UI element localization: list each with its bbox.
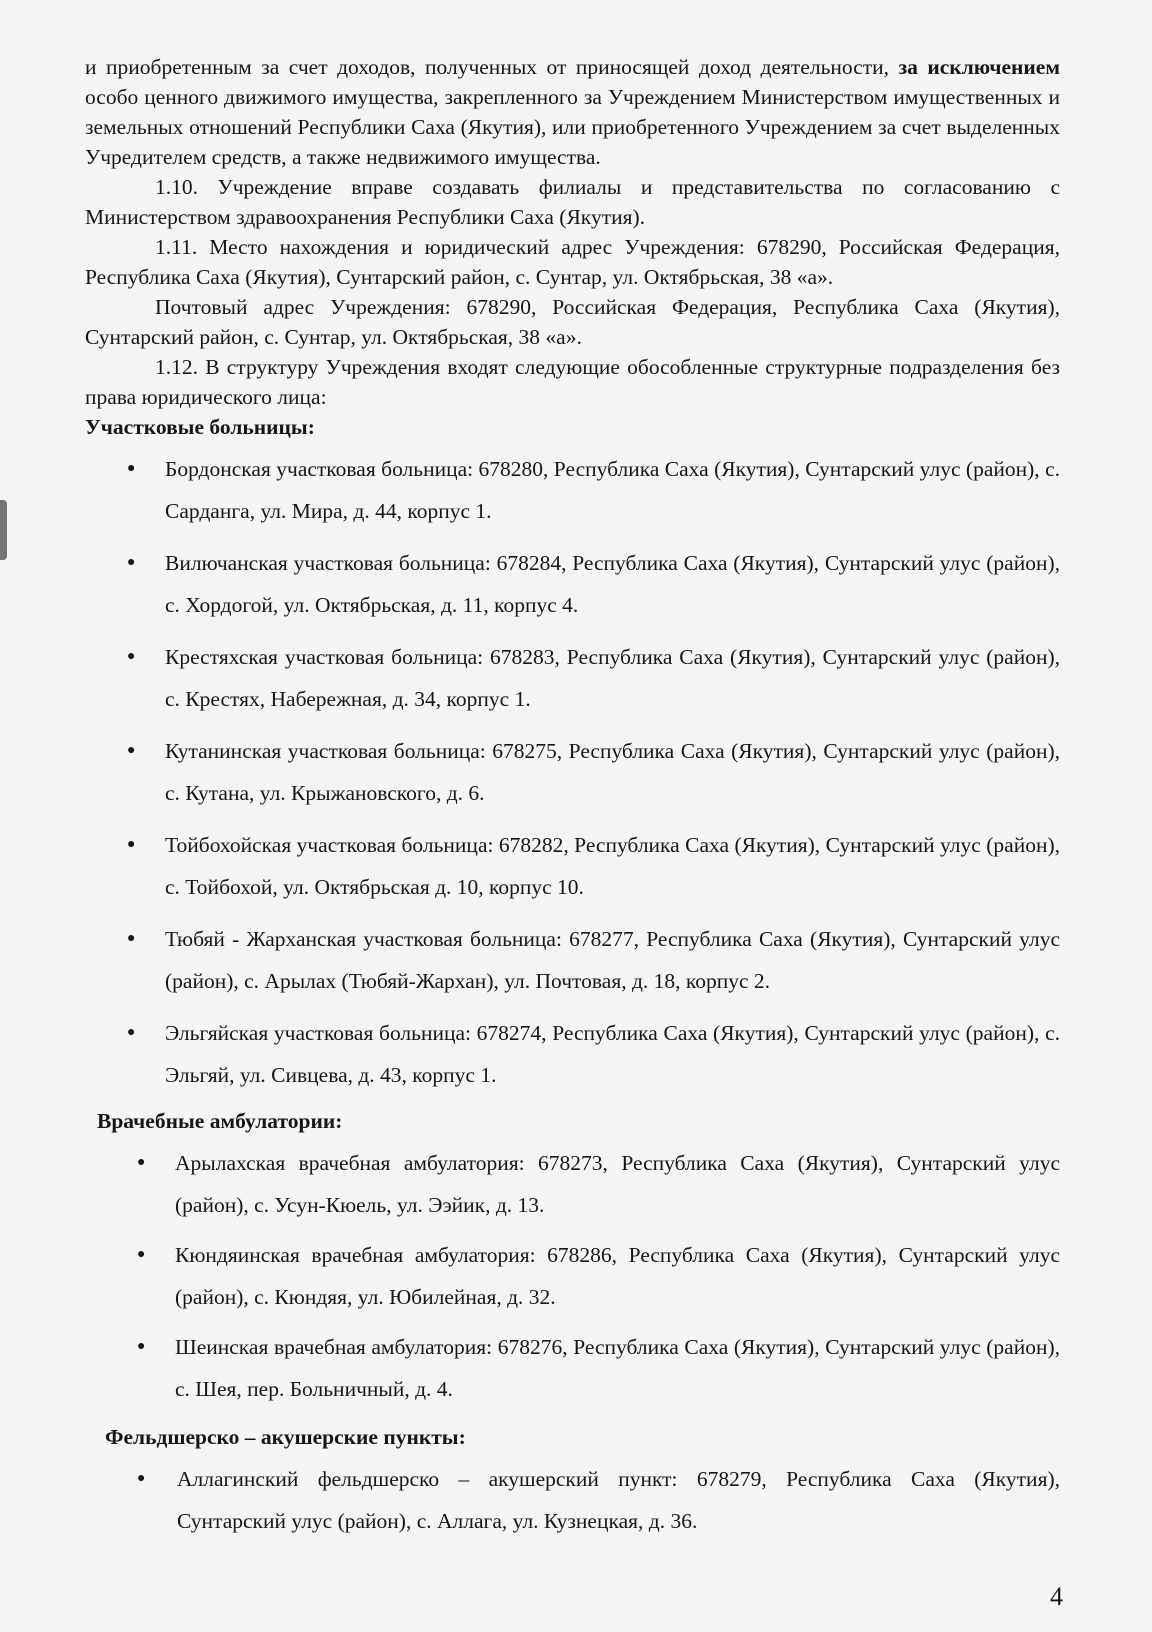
bullet-icon: ● (127, 743, 136, 758)
paragraph-text: и приобретенным за счет доходов, полученных от приносящей доход деятельности, (85, 55, 899, 79)
list-item-text: Тойбохойская участковая больница: 678282, Республика Саха (Якутия), Сунтарский улус (район), с. Тойбохой, ул. Октябрьская д. 10, корпус 10. (165, 833, 1060, 899)
paragraph-postal-address: Почтовый адрес Учреждения: 678290, Российская Федерация, Республика Саха (Якутия), Сунтарский район, с. Сунтар, ул. Октябрьская, 38 «а». (85, 295, 1060, 349)
list-item-text: Вилючанская участковая больница: 678284, Республика Саха (Якутия), Сунтарский улус (район), с. Хордогой, ул. Октябрьская, д. 11, корпус 4. (165, 551, 1060, 617)
scan-edge-mark (0, 500, 7, 560)
list-item (85, 730, 1060, 814)
bullet-icon: ● (127, 931, 136, 946)
list-item-text: Кутанинская участковая больница: 678275, Республика Саха (Якутия), Сунтарский улус (район), с. Кутана, ул. Крыжановского, д. 6. (165, 739, 1060, 805)
bullet-icon: ● (137, 1471, 146, 1486)
list-item-text: Арылахская врачебная амбулатория: 678273, Республика Саха (Якутия), Сунтарский улус (район), с. Усун-Кюель, ул. Ээйик, д. 13. (175, 1151, 1060, 1217)
bullet-icon: ● (137, 1339, 146, 1354)
list-item-text: Эльгяйская участковая больница: 678274, Республика Саха (Якутия), Сунтарский улус (район), с. Эльгяй, ул. Сивцева, д. 43, корпус 1. (165, 1021, 1060, 1087)
bullet-icon: ● (137, 1155, 146, 1170)
paragraph-text-rest: особо ценного движимого имущества, закрепленного за Учреждением Министерством имущественных и земельных отношений Республики Саха (Якутия), или приобретенного Учреждением за счет выделенных Учредителем средств, а также недвижимого имущества. (85, 85, 1060, 169)
bold-text: за исключением (898, 55, 1060, 79)
list-item (85, 1458, 1060, 1542)
section-title-fap: Фельдшерско – акушерские пункты: (105, 1425, 466, 1449)
list-item (85, 636, 1060, 720)
document-body (85, 52, 1060, 1552)
paragraph-1-10: 1.10. Учреждение вправе создавать филиалы и представительства по согласованию с Министерством здравоохранения Республики Саха (Якутия). (85, 175, 1060, 229)
bullet-icon: ● (127, 1025, 136, 1040)
list-item (85, 918, 1060, 1002)
bullet-icon: ● (127, 461, 136, 476)
hospitals-list (85, 448, 1060, 1096)
list-item-text: Аллагинский фельдшерско – акушерский пункт: 678279, Республика Саха (Якутия), Сунтарский улус (район), с. Аллага, ул. Кузнецкая, д. 36. (177, 1467, 1060, 1533)
list-item-text: Шеинская врачебная амбулатория: 678276, Республика Саха (Якутия), Сунтарский улус (район), с. Шея, пер. Больничный, д. 4. (175, 1335, 1060, 1401)
paragraph-1-12: 1.12. В структуру Учреждения входят следующие обособленные структурные подразделения без права юридического лица: (85, 355, 1060, 409)
bullet-icon: ● (137, 1247, 146, 1262)
section-title-hospitals: Участковые больницы: (85, 415, 315, 439)
list-item (85, 1012, 1060, 1096)
bullet-icon: ● (127, 555, 136, 570)
bullet-icon: ● (127, 837, 136, 852)
paragraph-1-11: 1.11. Место нахождения и юридический адрес Учреждения: 678290, Российская Федерация, Республика Саха (Якутия), Сунтарский район, с. Сунтар, ул. Октябрьская, 38 «а». (85, 235, 1060, 289)
list-item (85, 1234, 1060, 1318)
list-item (85, 448, 1060, 532)
paragraph-property (85, 52, 1060, 172)
page-number: 4 (1050, 1582, 1063, 1611)
list-item-text: Тюбяй - Жарханская участковая больница: 678277, Республика Саха (Якутия), Сунтарский улус (район), с. Арылах (Тюбяй-Жархан), ул. Почтовая, д. 18, корпус 2. (165, 927, 1060, 993)
list-item-text: Бордонская участковая больница: 678280, Республика Саха (Якутия), Сунтарский улус (район), с. Сарданга, ул. Мира, д. 44, корпус 1. (165, 457, 1060, 523)
list-item-text: Кюндяинская врачебная амбулатория: 678286, Республика Саха (Якутия), Сунтарский улус (район), с. Кюндяя, ул. Юбилейная, д. 32. (175, 1243, 1060, 1309)
list-item (85, 1326, 1060, 1410)
list-item (85, 824, 1060, 908)
fap-list (85, 1458, 1060, 1542)
bullet-icon: ● (127, 649, 136, 664)
ambulatories-list (85, 1142, 1060, 1410)
list-item (85, 542, 1060, 626)
list-item (85, 1142, 1060, 1226)
list-item-text: Крестяхская участковая больница: 678283, Республика Саха (Якутия), Сунтарский улус (район), с. Крестях, Набережная, д. 34, корпус 1. (165, 645, 1060, 711)
section-title-ambulatories: Врачебные амбулатории: (97, 1109, 343, 1133)
